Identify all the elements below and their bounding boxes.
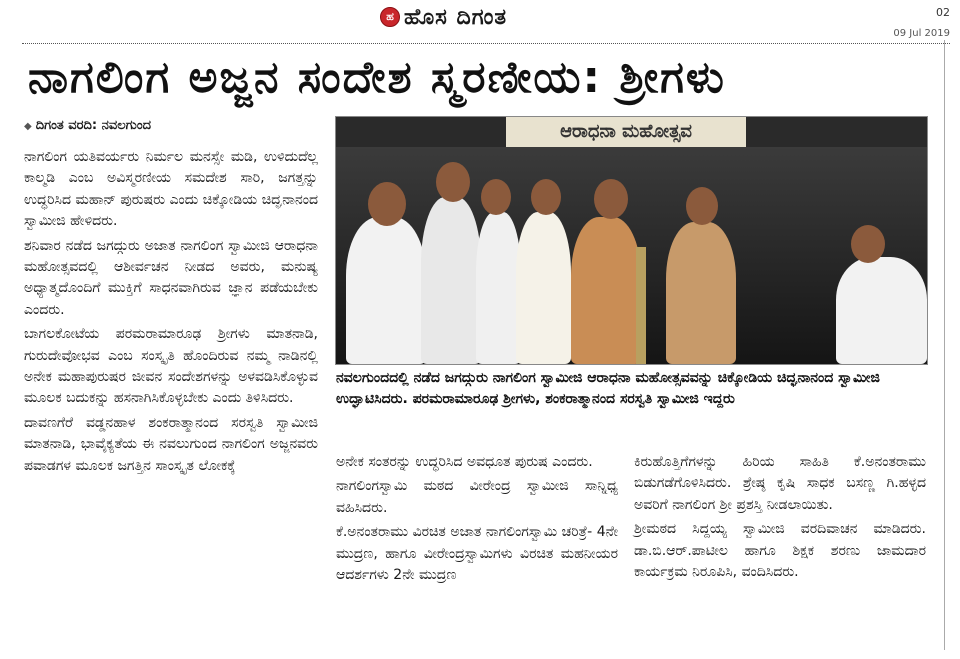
article-column-3 (634, 452, 926, 586)
newspaper-name: ಹೊಸ ದಿಗಂತ (404, 4, 508, 30)
person-figure (421, 197, 481, 364)
header-divider (22, 43, 950, 44)
person-head (436, 162, 470, 202)
bullet-icon: ◆ (24, 121, 32, 132)
person-figure (666, 222, 736, 364)
person-figure (836, 257, 927, 364)
paragraph: ಬಾಗಲಕೋಟೆಯ ಪರಮರಾಮಾರೂಢ ಶ್ರೀಗಳು ಮಾತನಾಡಿ, ಗುರುದೇವೋಭವ ಎಂಬ ಸಂಸ್ಕೃತಿ ಹೊಂದಿರುವ ನಮ್ಮ ನಾಡಿನಲ್ಲಿ ಅನೇಕ ಮಹಾಪುರುಷರ ಜೀವನ ಸಂದೇಶಗಳನ್ನು ಅಳವಡಿಸಿಕೊಳ್ಳುವ ಮೂಲಕ ಬದುಕನ್ನು ಹಸನಾಗಿಸಿಕೊಳ್ಳಬೇಕು ಎಂದು ತಿಳಿಸಿದರು. (24, 326, 318, 407)
person-head (594, 179, 628, 219)
person-figure (346, 217, 426, 364)
oil-lamp (636, 247, 646, 364)
paragraph: ಕೆ.ಅನಂತರಾಮು ವಿರಚಿತ ಅಜಾತ ನಾಗಲಿಂಗಸ್ವಾಮಿ ಚರಿತ್ರೆ- 4ನೇ ಮುದ್ರಣ, ಹಾಗೂ ವೀರೇಂದ್ರಸ್ವಾಮಿಗಳು ವಿರಚಿತ ಮಹನೀಯರ ಆದರ್ಶಗಳು 2ನೇ ಮುದ್ರಣ (336, 524, 618, 584)
photo-caption: ನವಲಗುಂದದಲ್ಲಿ ನಡೆದ ಜಗದ್ಗುರು ನಾಗಲಿಂಗ ಸ್ವಾಮೀಜಿ ಆರಾಧನಾ ಮಹೋತ್ಸವವನ್ನು ಚಿಕ್ಕೋಡಿಯ ಚಿದ್ಘನಾನಂದ ಸ್ವಾಮೀಜಿ ಉದ್ಘಾಟಿಸಿದರು. ಪರಮರಾಮಾರೂಢ ಶ್ರೀಗಳು, ಶಂಕರಾತ್ಮಾನಂದ ಸರಸ್ವತಿ ಸ್ವಾಮೀಜಿ ಇದ್ದರು (336, 370, 880, 407)
news-photo (335, 116, 928, 365)
masthead (380, 3, 507, 31)
byline-text: ದಿಗಂತ ವರದಿ: ನವಲಗುಂದ (35, 118, 151, 133)
person-figure (476, 212, 521, 364)
person-head (851, 225, 885, 263)
article-column-2 (336, 452, 618, 589)
page-number: 02 (936, 6, 950, 19)
newspaper-logo-icon: ಹ (380, 7, 400, 27)
photo-banner: ಆರಾಧನಾ ಮಹೋತ್ಸವ (506, 117, 746, 147)
person-head (686, 187, 718, 225)
person-head (368, 182, 406, 226)
paragraph: ಶ್ರೀಮಠದ ಸಿದ್ದಯ್ಯ ಸ್ವಾಮೀಜಿ ವರದಿವಾಚನ ಮಾಡಿದರು. ಡಾ.ಬಿ.ಆರ್.ಪಾಟೀಲ ಹಾಗೂ ಶಿಕ್ಷಕ ಶರಣು ಜಾಮದಾರ ಕಾರ್ಯಕ್ರಮ ನಿರೂಪಿಸಿ, ವಂದಿಸಿದರು. (634, 521, 926, 581)
paragraph: ಅನೇಕ ಸಂತರನ್ನು ಉದ್ಧರಿಸಿದ ಅವಧೂತ ಪುರುಷ ಎಂದರು. (336, 454, 593, 470)
byline (24, 118, 151, 133)
publication-date: 09 Jul 2019 (893, 28, 950, 39)
person-head (531, 179, 561, 215)
paragraph: ದಾವಣಗೆರೆ ವಡ್ಡನಹಾಳ ಶಂಕರಾತ್ಮಾನಂದ ಸರಸ್ವತಿ ಸ್ವಾಮೀಜಿ ಮಾತನಾಡಿ, ಭಾವೈಕ್ಯತೆಯ ಈ ನವಲುಗುಂದ ನಾಗಲಿಂಗ ಅಜ್ಜನವರು ಪವಾಡಗಳ ಮೂಲಕ ಜಗತ್ತಿನ ಸಾಂಸ್ಕೃತ ಲೋಕಕ್ಕೆ (24, 414, 318, 474)
article-column-1 (24, 147, 318, 480)
page-edge-divider (944, 40, 945, 650)
person-figure (571, 217, 641, 364)
person-figure (516, 212, 571, 364)
paragraph: ನಾಗಲಿಂಗಸ್ವಾಮಿ ಮಠದ ವೀರೇಂದ್ರ ಸ್ವಾಮೀಜಿ ಸಾನ್ನಿಧ್ಯ ವಹಿಸಿದರು. (336, 478, 618, 516)
person-head (481, 179, 511, 215)
headline: ನಾಗಲಿಂಗ ಅಜ್ಜನ ಸಂದೇಶ ಸ್ಮರಣೀಯ: ಶ್ರೀಗಳು (28, 52, 726, 103)
paragraph: ಶನಿವಾರ ನಡೆದ ಜಗದ್ಗುರು ಅಜಾತ ನಾಗಲಿಂಗ ಸ್ವಾಮೀಜಿ ಆರಾಧನಾ ಮಹೋತ್ಸವದಲ್ಲಿ ಆಶೀರ್ವಚನ ನೀಡದ ಅವರು, ಮನುಷ್ಯ ಅಧ್ಯಾತ್ಮದೊಂದಿಗೆ ಮುಕ್ತಿಗೆ ಸಾಧನವಾಗಿರುವ ಜ್ಞಾನ ಪಡೆಯಬೇಕು ಎಂದರು. (24, 237, 318, 318)
paragraph: ನಾಗಲಿಂಗ ಯತಿವರ್ಯರು ನಿರ್ಮಲ ಮನಸ್ಸೇ ಮಡಿ, ಉಳಿದುದೆಲ್ಲ ಕಾಲ್ಮಡಿ ಎಂಬ ಅವಿಸ್ಮರಣೀಯ ಸಮದೇಶ ಸಾರಿ, ಜಗತ್ತನ್ನು ಉದ್ಧರಿಸಿದ ಮಹಾನ್ ಪುರುಷರು ಎಂದು ಚಿಕ್ಕೋಡಿಯ ಚಿದ್ಘನಾನಂದ ಸ್ವಾಮೀಜಿ ಹೇಳಿದರು. (24, 149, 318, 230)
paragraph: ಕಿರುಹೊತ್ತಿಗೆಗಳನ್ನು ಹಿರಿಯ ಸಾಹಿತಿ ಕೆ.ಅನಂತರಾಮು ಬಿಡುಗಡೆಗೊಳಿಸಿದರು. ಶ್ರೇಷ್ಠ ಕೃಷಿ ಸಾಧಕ ಬಸಣ್ಣ ಗಿ.ಹಳ್ಳದ ಅವರಿಗೆ ನಾಗಲಿಂಗ ಶ್ರೀ ಪ್ರಶಸ್ತಿ ನೀಡಲಾಯಿತು. (634, 454, 926, 513)
